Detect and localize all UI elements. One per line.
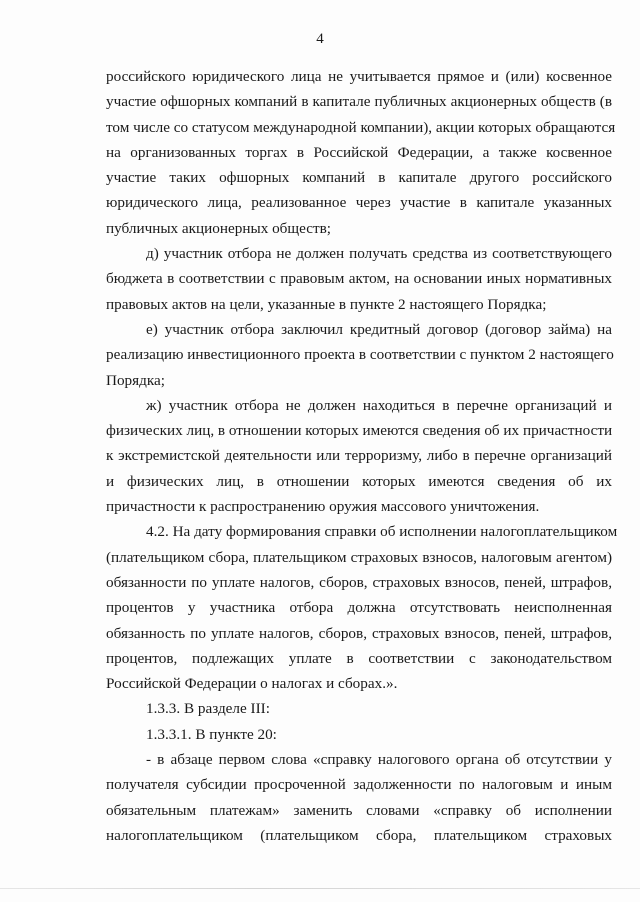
text-line: процентов у участника отбора должна отсутствовать неисполненная (106, 599, 612, 617)
text-line: реализацию инвестиционного проекта в соответствии с пунктом 2 настоящего (106, 346, 614, 364)
text-line: правовых актов на цели, указанные в пункте 2 настоящего Порядка; (106, 295, 547, 313)
text-line: том числе со статусом международной компании), акции которых обращаются (106, 118, 616, 136)
text-line: участие таких офшорных компаний в капитале другого российского (106, 169, 612, 187)
page-number: 4 (316, 31, 324, 47)
text-line: е) участник отбора заключил кредитный договор (договор займа) на (146, 320, 612, 338)
text-line: получателя субсидии просроченной задолженности по налоговым и иным (106, 776, 612, 794)
text-line: публичных акционерных обществ; (106, 219, 331, 237)
text-line: 4.2. На дату формирования справки об исполнении налогоплательщиком (146, 523, 618, 541)
text-line: Порядка; (106, 371, 165, 389)
text-line: обязанности по уплате налогов, сборов, страховых взносов, пеней, штрафов, (106, 573, 612, 591)
text-line: обязанность по уплате налогов, сборов, страховых взносов, пеней, штрафов, (106, 624, 612, 642)
text-line: налогоплательщиком (плательщиком сбора, плательщиком страховых (106, 826, 612, 844)
text-line: российского юридического лица не учитывается прямое и (или) косвенное (106, 68, 612, 85)
text-line: обязательным платежам» заменить словами «справку об исполнении (106, 801, 612, 819)
text-line: 1.3.3.1. В пункте 20: (146, 725, 277, 743)
text-line: ж) участник отбора не должен находиться в перечне организаций и (146, 396, 612, 414)
scan-edge-line (0, 888, 640, 889)
text-line: причастности к распространению оружия массового уничтожения. (106, 498, 540, 516)
text-line: процентов, подлежащих уплате в соответствии с законодательством (106, 649, 612, 667)
document-body (106, 64, 618, 848)
text-line: физических лиц, в отношении которых имеются сведения об их причастности (106, 422, 613, 440)
text-line: на организованных торгах в Российской Федерации, а также косвенное (106, 143, 612, 161)
text-line: юридического лица, реализованное через участие в капитале указанных (106, 194, 612, 212)
text-line: и физических лиц, в отношении которых имеются сведения об их (106, 472, 612, 490)
text-line: Российской Федерации о налогах и сборах.». (106, 675, 398, 693)
text-line: (плательщиком сбора, плательщиком страховых взносов, налоговым агентом) (106, 548, 612, 566)
text-line: 1.3.3. В разделе III: (146, 700, 270, 718)
text-line: к экстремистской деятельности или терроризму, либо в перечне организаций (106, 447, 612, 465)
text-line: участие офшорных компаний в капитале публичных акционерных обществ (в (106, 93, 612, 111)
text-line: д) участник отбора не должен получать средства из соответствующего (146, 245, 612, 263)
text-line: бюджета в соответствии с правовым актом, на основании иных нормативных (106, 270, 612, 288)
text-line: - в абзаце первом слова «справку налогового органа об отсутствии у (146, 751, 612, 769)
